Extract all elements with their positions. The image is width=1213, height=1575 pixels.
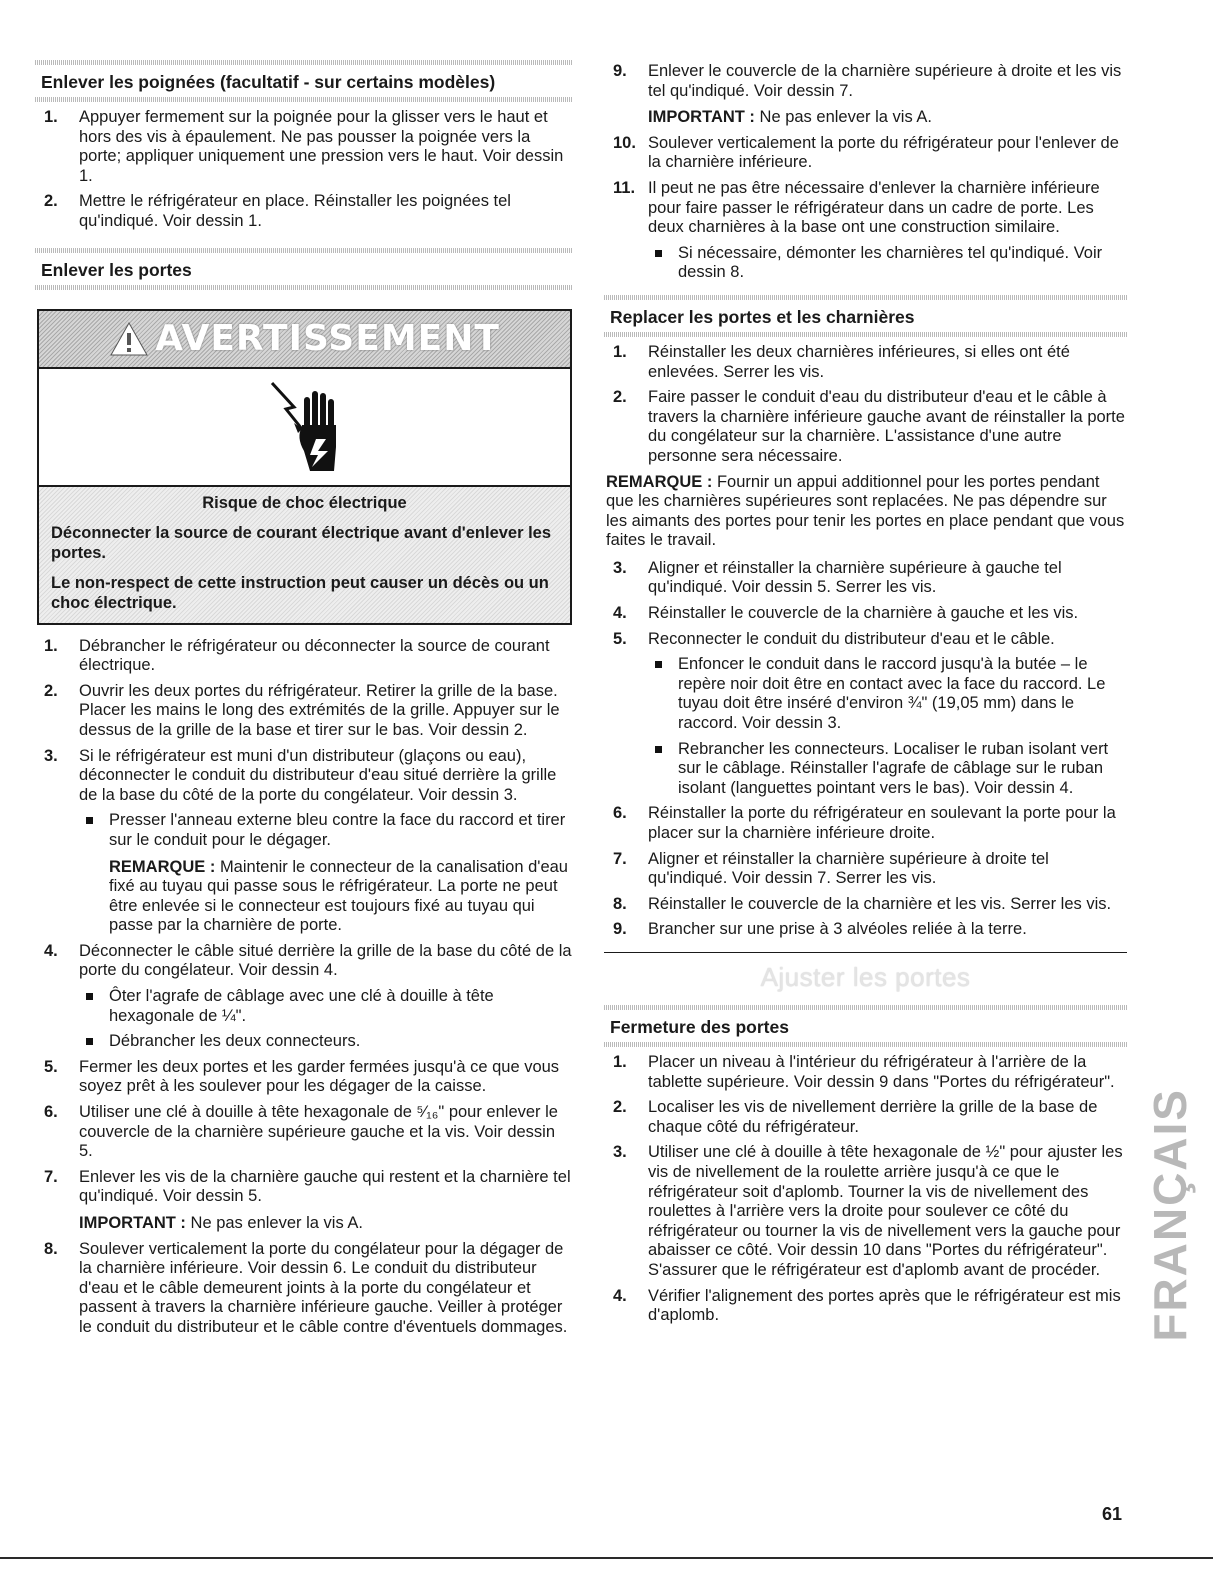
divider [604, 1042, 1127, 1047]
list-item: 8. Soulever verticalement la porte du congélateur pour la dégager de la charnière inférieure. Voir dessin 6. Le conduit du distributeur d'eau et le câble demeurent joints à la porte du congélateur et passent à travers la charnière inférieure gauche. Veiller à protéger le conduit du distributeur et le câble contre d'éventuels dommages. [44, 1239, 568, 1336]
warning-box [37, 309, 572, 625]
electric-shock-hand-icon [260, 377, 350, 477]
bullet-item: Si nécessaire, démonter les charnières tel qu'indiqué. Voir dessin 8. [648, 244, 1127, 283]
list-item: 1. Réinstaller les deux charnières inférieures, si elles ont été enlevées. Serrer les vis. [613, 342, 1070, 381]
section-heading-doors: Enlever les portes [41, 259, 192, 280]
list-item: 5. Reconnecter le conduit du distributeur d'eau et le câble. Enfoncer le conduit dans le raccord jusqu'à la butée – le repère noir doit être en contact avec la face du raccord. Le tuyau doit être inséré d'environ ¾" (19,05 mm) dans le raccord. Voir dessin 3. Rebrancher les connecteurs. Localiser le ruban isolant vert sur le câblage. Réinstaller l'agrafe de câblage sur le ruban isolant (languettes pointant vers le bas). Voir dessin 4. [604, 630, 1127, 799]
list-item: 2. Faire passer le conduit d'eau du distributeur d'eau et le câble à travers la charnière inférieure gauche avant de réinstaller la porte du congélateur sur la charnière. L'assistance d'une autre personne sera nécessaire. [613, 388, 1125, 465]
bullet-icon [86, 817, 93, 824]
warning-body [39, 487, 570, 623]
bullet-item: Rebrancher les connecteurs. Localiser le ruban isolant vert sur le câblage. Réinstaller l'agrafe de câblage sur le ruban isolant (languettes pointant vers le bas). Voir dessin 4. [648, 740, 1127, 799]
remove-doors-steps [35, 637, 572, 1338]
list-item: 3. Si le réfrigérateur est muni d'un distributeur (glaçons ou eau), déconnecter le conduit du distributeur d'eau situé derrière la grille de la base du côté de la porte du congélateur. Voir dessin 3. Presser l'anneau externe bleu contre la face du raccord et tirer sur le conduit pour le dégager. REMARQUE : Maintenir le connecteur de la canalisation d'eau fixé au tuyau qui passe sous le réfrigérateur. La porte ne peut être enlevée si le connecteur est toujours fixé au tuyau qui passe par la charnière de porte. [35, 747, 572, 936]
section-title-adjust-doors: Ajuster les portes [760, 961, 971, 992]
section-heading-handles: Enlever les poignées (facultatif - sur certains modèles) [41, 72, 496, 92]
section-heading-closing: Fermeture des portes [610, 1016, 789, 1037]
bullet-item: Enfoncer le conduit dans le raccord jusqu'à la butée – le repère noir doit être en contact avec la face du raccord. Le tuyau doit être inséré d'environ ¾" (19,05 mm) dans le raccord. Voir dessin 3. [648, 655, 1127, 733]
list-item: 1. Placer un niveau à l'intérieur du réfrigérateur à l'arrière de la tablette supérieure. Voir dessin 9 dans "Portes du réfrigérateur". [613, 1052, 1115, 1091]
list-item: 8. Réinstaller le couvercle de la charnière et les vis. Serrer les vis. [613, 894, 1112, 913]
list-item: 4. Vérifier l'alignement des portes après que le réfrigérateur est mis d'aplomb. [613, 1286, 1121, 1325]
remark-paragraph: REMARQUE : Fournir un appui additionnel pour les portes pendant que les charnières supérieures sont replacées. Ne pas dépendre sur les aimants des portes pour tenir les portes en place pendant que vous faites le travail. [606, 472, 1125, 550]
warning-line2: Le non-respect de cette instruction peut causer un décès ou un choc électrique. [51, 573, 549, 612]
right-column [604, 60, 1127, 1332]
handles-steps [35, 108, 572, 232]
list-item: 4. Déconnecter le câble situé derrière la grille de la base du côté de la porte du congélateur. Voir dessin 4. Ôter l'agrafe de câblage avec une clé à douille à tête hexagonale de ¼". Débrancher les deux connecteurs. [44, 941, 572, 1051]
section-heading-replace: Replacer les portes et les charnières [610, 306, 915, 327]
list-item: 3. Utiliser une clé à douille à tête hexagonale de ½" pour ajuster les vis de nivellement de la roulette arrière jusqu'à ce que le réfrigérateur soit d'aplomb. Tourner la vis de nivellement des roulettes à l'arrière vers la droite pour soulever ce côté du réfrigérateur ou tourner la vis de nivellement vers la gauche pour abaisser ce côté. Voir dessin 10 dans "Portes du réfrigérateur". S'assurer que le réfrigérateur est d'aplomb avant de procéder. [613, 1143, 1123, 1279]
list-item: 10. Soulever verticalement la porte du réfrigérateur pour l'enlever de la charnière inférieure. [613, 133, 1119, 172]
bottom-rule [0, 1557, 1213, 1559]
bullet-icon [655, 746, 662, 753]
warning-risk: Risque de choc électrique [202, 493, 407, 512]
list-item: 4. Réinstaller le couvercle de la charnière à gauche et les vis. [613, 604, 1079, 623]
important-note: IMPORTANT : Ne pas enlever la vis A. [648, 108, 932, 127]
list-item: 2. Ouvrir les deux portes du réfrigérateur. Retirer la grille de la base. Placer les mains le long des extrémités de la grille. Appuyer sur le dessus de la grille de la base et tirer sur le bas. Voir dessin 2. [44, 681, 560, 739]
note: REMARQUE : Maintenir le connecteur de la canalisation d'eau fixé au tuyau qui passe sous le réfrigérateur. La porte ne peut être enlevée si le connecteur est toujours fixé au tuyau qui passe par la charnière de porte. [109, 857, 568, 935]
list-item: 1. Appuyer fermement sur la poignée pour la glisser vers le haut et hors des vis à épaulement. Ne pas pousser la poignée vers la porte; appliquer uniquement une pression vers le haut. Voir dessin 1. [44, 108, 564, 185]
closing-steps [604, 1053, 1127, 1326]
warning-header [39, 311, 570, 367]
bullet-icon [86, 993, 93, 1000]
page-number: 61 [1102, 1504, 1123, 1524]
list-item: 9. Enlever le couvercle de la charnière supérieure à droite et les vis tel qu'indiqué. Voir dessin 7. IMPORTANT : Ne pas enlever la vis A. [604, 62, 1127, 128]
replace-steps [604, 343, 1127, 467]
list-item: 1. Débrancher le réfrigérateur ou déconnecter la source de courant électrique. [44, 636, 550, 675]
important-note: IMPORTANT : Ne pas enlever la vis A. [79, 1214, 363, 1232]
bullet-icon [655, 250, 662, 257]
list-item: 9. Brancher sur une prise à 3 alvéoles reliée à la terre. [613, 920, 1027, 939]
section-divider [604, 952, 1127, 953]
divider [35, 97, 572, 102]
bullet-icon [655, 661, 662, 668]
remove-doors-steps-continued [604, 62, 1127, 283]
list-item: 6. Réinstaller la porte du réfrigérateur en soulevant la porte pour la placer sur la charnière inférieure droite. [613, 804, 1116, 842]
list-item: 7. Enlever les vis de la charnière gauche qui restent et la charnière tel qu'indiqué. Voir dessin 5. IMPORTANT : Ne pas enlever la vis A. [44, 1167, 571, 1232]
bullet-item: Ôter l'agrafe de câblage avec une clé à douille à tête hexagonale de ¼". [79, 987, 572, 1026]
warning-line1: Déconnecter la source de courant électrique avant d'enlever les portes. [51, 523, 552, 562]
list-item: 11. Il peut ne pas être nécessaire d'enlever la charnière inférieure pour faire passer le réfrigérateur dans un cadre de porte. Les deux charnières à la base ont une construction similaire. Si nécessaire, démonter les charnières tel qu'indiqué. Voir dessin 8. [604, 179, 1127, 283]
divider [35, 285, 572, 290]
left-column [35, 60, 572, 1344]
bullet-item: Presser l'anneau externe bleu contre la face du raccord et tirer sur le conduit pour le dégager. REMARQUE : Maintenir le connecteur de la canalisation d'eau fixé au tuyau qui passe sous le réfrigérateur. La porte ne peut être enlevée si le connecteur est toujours fixé au tuyau qui passe par la charnière de porte. [79, 811, 572, 936]
list-item: 2. Mettre le réfrigérateur en place. Réinstaller les poignées tel qu'indiqué. Voir dessin 1. [44, 192, 511, 230]
list-item: 6. Utiliser une clé à douille à tête hexagonale de ⁵⁄₁₆" pour enlever le couvercle de la charnière supérieure gauche et la vis. Voir dessin 5. [44, 1103, 558, 1161]
bullet-icon [86, 1038, 93, 1045]
replace-steps-continued [604, 559, 1127, 940]
list-item: 7. Aligner et réinstaller la charnière supérieure à droite tel qu'indiqué. Voir dessin 7. Serrer les vis. [613, 849, 1049, 888]
warning-title: AVERTISSEMENT [155, 318, 500, 360]
list-item: 5. Fermer les deux portes et les garder fermées jusqu'à ce que vous soyez prêt à les soulever pour les dégager de la caisse. [44, 1057, 560, 1096]
list-item: 2. Localiser les vis de nivellement derrière la grille de la base de chaque côté du réfrigérateur. [613, 1098, 1098, 1136]
language-side-tab: FRANÇAIS [1144, 1087, 1196, 1342]
divider [604, 332, 1127, 337]
bullet-item: Débrancher les deux connecteurs. [79, 1032, 572, 1052]
list-item: 3. Aligner et réinstaller la charnière supérieure à gauche tel qu'indiqué. Voir dessin 5. Serrer les vis. [613, 558, 1062, 597]
warning-triangle-icon [109, 321, 149, 357]
